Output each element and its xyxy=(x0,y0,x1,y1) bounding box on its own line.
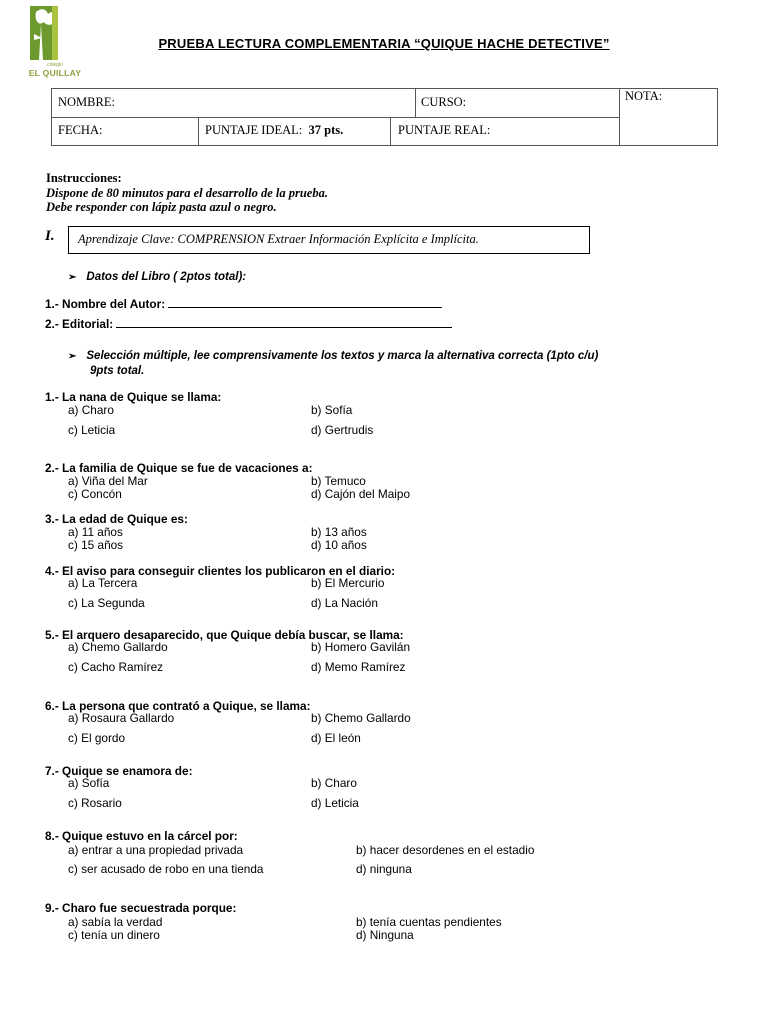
option-a[interactable]: a) Charo xyxy=(68,403,114,417)
fecha-label: FECHA: xyxy=(58,123,103,137)
option-d[interactable]: d) Cajón del Maipo xyxy=(311,487,411,501)
option-b[interactable]: b) 13 años xyxy=(311,525,367,539)
puntaje-ideal-value: 37 pts. xyxy=(308,123,344,137)
option-c[interactable]: c) ser acusado de robo en una tienda xyxy=(68,862,264,876)
option-d[interactable]: d) Memo Ramírez xyxy=(311,660,406,674)
publisher-answer-line[interactable] xyxy=(116,317,452,328)
multiple-choice-heading-line-2: 9pts total. xyxy=(90,365,145,377)
question-stem: 8.- Quique estuvo en la cárcel por: xyxy=(45,829,238,843)
question-stem: 9.- Charo fue secuestrada porque: xyxy=(45,901,237,915)
option-d[interactable]: d) La Nación xyxy=(311,596,378,610)
puntaje-ideal-text: PUNTAJE IDEAL: xyxy=(205,123,303,137)
option-c[interactable]: c) tenía un dinero xyxy=(68,928,160,942)
option-a[interactable]: a) 11 años xyxy=(68,525,123,539)
puntaje-real-label: PUNTAJE REAL: xyxy=(398,123,491,137)
option-c[interactable]: c) El gordo xyxy=(68,731,126,745)
option-c[interactable]: c) La Segunda xyxy=(68,596,145,610)
option-a[interactable]: a) La Tercera xyxy=(68,576,138,590)
author-label: 1.- Nombre del Autor: xyxy=(45,297,166,311)
author-answer-line[interactable] xyxy=(168,297,442,308)
curso-label: CURSO: xyxy=(421,95,467,109)
puntaje-ideal-label xyxy=(205,123,343,138)
option-b[interactable]: b) Chemo Gallardo xyxy=(311,711,411,725)
nota-label: NOTA: xyxy=(625,89,663,103)
instructions-line-1: Dispone de 80 minutos para el desarrollo de la prueba. xyxy=(46,185,328,200)
instructions xyxy=(46,171,328,215)
book-data-heading xyxy=(68,271,246,283)
option-b[interactable]: b) tenía cuentas pendientes xyxy=(356,915,502,929)
publisher-question xyxy=(45,317,452,331)
option-b[interactable]: b) Homero Gavilán xyxy=(311,640,411,654)
option-d[interactable]: d) Gertrudis xyxy=(311,423,374,437)
school-name: EL QUILLAY xyxy=(28,68,82,78)
question-stem: 3.- La edad de Quique es: xyxy=(45,512,188,526)
option-a[interactable]: a) entrar a una propiedad privada xyxy=(68,843,244,857)
option-b[interactable]: b) Charo xyxy=(311,776,357,790)
option-a[interactable]: a) Sofía xyxy=(68,776,110,790)
section-number: I. xyxy=(45,228,55,244)
option-c[interactable]: c) Concón xyxy=(68,487,122,501)
option-d[interactable]: d) Leticia xyxy=(311,796,359,810)
option-d[interactable]: d) Ninguna xyxy=(356,928,414,942)
option-a[interactable]: a) Chemo Gallardo xyxy=(68,640,168,654)
question-stem: 4.- El aviso para conseguir clientes los publicaron en el diario: xyxy=(45,564,396,578)
question-stem: 2.- La familia de Quique se fue de vacaciones a: xyxy=(45,461,313,475)
option-c[interactable]: c) Rosario xyxy=(68,796,122,810)
question-stem: 1.- La nana de Quique se llama: xyxy=(45,390,222,404)
option-c[interactable]: c) Leticia xyxy=(68,423,116,437)
option-d[interactable]: d) 10 años xyxy=(311,538,367,552)
tree-logo-icon xyxy=(28,4,82,62)
author-question xyxy=(45,297,442,311)
instructions-line-2: Debe responder con lápiz pasta azul o negro. xyxy=(46,200,277,214)
school-small-label: colegio xyxy=(47,62,63,68)
arrow-bullet-icon: ➢ xyxy=(68,351,77,362)
option-b[interactable]: b) El Mercurio xyxy=(311,576,385,590)
header-table xyxy=(51,88,718,146)
book-data-heading-text: Datos del Libro ( 2ptos total): xyxy=(86,271,247,283)
multiple-choice-heading xyxy=(68,349,598,378)
instructions-heading: Instrucciones: xyxy=(46,171,122,185)
nombre-label: NOMBRE: xyxy=(58,95,115,109)
option-a[interactable]: a) Viña del Mar xyxy=(68,474,148,488)
question-stem: 5.- El arquero desaparecido, que Quique debía buscar, se llama: xyxy=(45,628,404,642)
question-stem: 6.- La persona que contrató a Quique, se llama: xyxy=(45,699,311,713)
page-title: PRUEBA LECTURA COMPLEMENTARIA “QUIQUE HACHE DETECTIVE” xyxy=(158,36,610,51)
multiple-choice-heading-line-1: Selección múltiple, lee comprensivamente los textos y marca la alternativa correcta (1pto c/u) xyxy=(86,350,599,362)
option-a[interactable]: a) Rosaura Gallardo xyxy=(68,711,175,725)
question-stem: 7.- Quique se enamora de: xyxy=(45,764,193,778)
publisher-label: 2.- Editorial: xyxy=(45,317,114,331)
option-b[interactable]: b) hacer desordenes en el estadio xyxy=(356,843,535,857)
option-d[interactable]: d) El león xyxy=(311,731,361,745)
option-b[interactable]: b) Sofía xyxy=(311,403,353,417)
section-title: Aprendizaje Clave: COMPRENSION Extraer Información Explícita e Implícita. xyxy=(78,232,479,246)
option-c[interactable]: c) Cacho Ramírez xyxy=(68,660,164,674)
option-d[interactable]: d) ninguna xyxy=(356,862,412,876)
option-b[interactable]: b) Temuco xyxy=(311,474,366,488)
arrow-bullet-icon: ➢ xyxy=(68,272,77,283)
option-c[interactable]: c) 15 años xyxy=(68,538,124,552)
option-a[interactable]: a) sabía la verdad xyxy=(68,915,163,929)
